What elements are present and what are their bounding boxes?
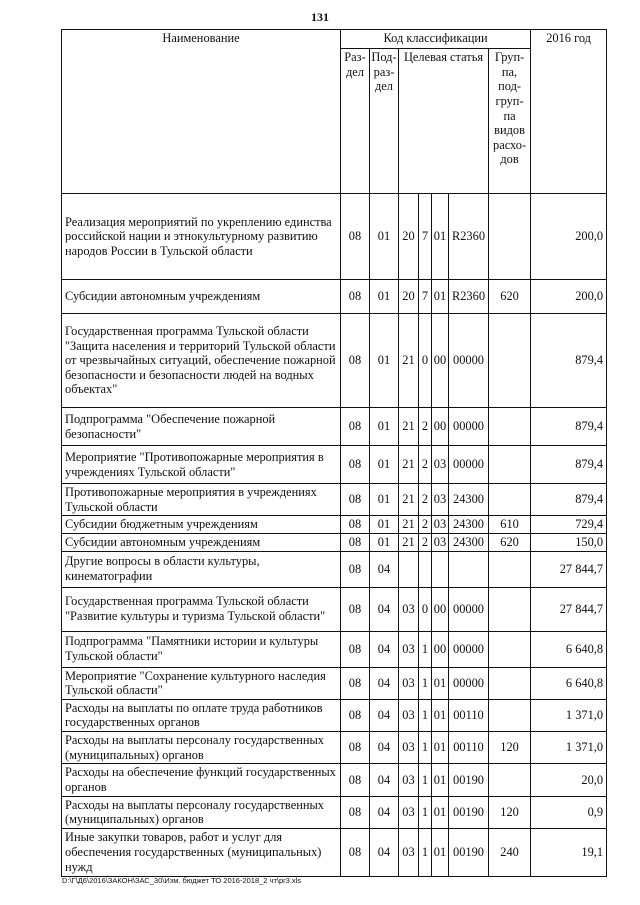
- row-target-subprogram: 0: [419, 587, 432, 631]
- row-name: Расходы на выплаты по оплате труда работников государственных органов: [62, 699, 341, 731]
- row-name: Субсидии автономным учреждениям: [62, 280, 341, 314]
- row-target-program: 03: [399, 699, 419, 731]
- row-target-program: 21: [399, 446, 419, 484]
- row-target-subprogram: 2: [419, 408, 432, 446]
- row-expense-type: [489, 551, 531, 587]
- row-target-subprogram: [419, 551, 432, 587]
- row-target-direction: 24300: [449, 516, 489, 534]
- row-subsection: 01: [370, 446, 399, 484]
- row-target-activity: 01: [432, 667, 449, 699]
- row-expense-type: [489, 484, 531, 516]
- row-section: 08: [341, 533, 370, 551]
- row-amount: 879,4: [531, 446, 607, 484]
- row-section: 08: [341, 587, 370, 631]
- row-target-program: 21: [399, 516, 419, 534]
- header-target-article: Целевая статья: [399, 49, 489, 194]
- table-row: [62, 551, 607, 587]
- row-section: 08: [341, 631, 370, 667]
- row-target-direction: 24300: [449, 533, 489, 551]
- row-subsection: 01: [370, 280, 399, 314]
- row-amount: 879,4: [531, 408, 607, 446]
- row-target-direction: 00000: [449, 446, 489, 484]
- row-target-direction: 24300: [449, 484, 489, 516]
- row-target-subprogram: 1: [419, 764, 432, 796]
- table-row: [62, 516, 607, 534]
- row-target-program: 03: [399, 764, 419, 796]
- header-section: Раз- дел: [341, 49, 370, 194]
- table-row: [62, 533, 607, 551]
- row-target-program: 20: [399, 194, 419, 280]
- row-subsection: 04: [370, 764, 399, 796]
- row-target-program: 03: [399, 587, 419, 631]
- row-subsection: 04: [370, 667, 399, 699]
- row-amount: 27 844,7: [531, 551, 607, 587]
- row-section: 08: [341, 796, 370, 828]
- row-expense-type: [489, 699, 531, 731]
- table-row: [62, 587, 607, 631]
- row-target-subprogram: 7: [419, 280, 432, 314]
- row-section: 08: [341, 828, 370, 876]
- table-row: [62, 828, 607, 876]
- row-subsection: 01: [370, 314, 399, 408]
- row-target-activity: 00: [432, 587, 449, 631]
- row-target-activity: 01: [432, 732, 449, 764]
- row-section: 08: [341, 280, 370, 314]
- row-expense-type: 610: [489, 516, 531, 534]
- row-expense-type: [489, 314, 531, 408]
- row-target-subprogram: 0: [419, 314, 432, 408]
- row-target-direction: 00000: [449, 587, 489, 631]
- row-expense-type: 620: [489, 280, 531, 314]
- row-target-program: 21: [399, 408, 419, 446]
- table-row: [62, 280, 607, 314]
- row-expense-type: [489, 446, 531, 484]
- row-subsection: 04: [370, 828, 399, 876]
- row-target-direction: 00000: [449, 667, 489, 699]
- row-name: Другие вопросы в области культуры, кинематографии: [62, 551, 341, 587]
- row-name: Подпрограмма "Памятники истории и культуры Тульской области": [62, 631, 341, 667]
- header-year: 2016 год: [531, 30, 607, 194]
- row-target-activity: 03: [432, 516, 449, 534]
- row-section: 08: [341, 194, 370, 280]
- row-amount: 879,4: [531, 484, 607, 516]
- row-subsection: 04: [370, 631, 399, 667]
- row-subsection: 04: [370, 699, 399, 731]
- row-name: Субсидии автономным учреждениям: [62, 533, 341, 551]
- row-target-activity: 01: [432, 764, 449, 796]
- page-number: 131: [311, 10, 329, 24]
- table-row: [62, 194, 607, 280]
- row-section: 08: [341, 516, 370, 534]
- row-target-subprogram: 1: [419, 796, 432, 828]
- row-section: 08: [341, 764, 370, 796]
- row-amount: 729,4: [531, 516, 607, 534]
- row-target-activity: 00: [432, 314, 449, 408]
- row-expense-type: 120: [489, 796, 531, 828]
- table-row: [62, 631, 607, 667]
- row-amount: 200,0: [531, 194, 607, 280]
- row-subsection: 01: [370, 194, 399, 280]
- row-target-direction: 00190: [449, 764, 489, 796]
- row-target-subprogram: 1: [419, 699, 432, 731]
- row-target-program: [399, 551, 419, 587]
- row-target-activity: [432, 551, 449, 587]
- row-target-activity: 01: [432, 796, 449, 828]
- row-target-subprogram: 1: [419, 631, 432, 667]
- row-subsection: 01: [370, 533, 399, 551]
- row-target-direction: R2360: [449, 280, 489, 314]
- row-target-subprogram: 7: [419, 194, 432, 280]
- row-section: 08: [341, 699, 370, 731]
- row-name: Государственная программа Тульской области "Защита населения и территорий Тульской области от чрезвычайных ситуаций, обеспечение пожарной безопасности и безопасности людей на водных объектах": [62, 314, 341, 408]
- row-name: Мероприятие "Противопожарные мероприятия в учреждениях Тульской области": [62, 446, 341, 484]
- row-name: Государственная программа Тульской области "Развитие культуры и туризма Тульской области": [62, 587, 341, 631]
- row-target-program: 03: [399, 796, 419, 828]
- row-amount: 879,4: [531, 314, 607, 408]
- row-name: Расходы на обеспечение функций государственных органов: [62, 764, 341, 796]
- header-name: Наименование: [62, 30, 341, 194]
- header-expense-group: Груп- па, под- груп- па видов расхо- дов: [489, 49, 531, 194]
- row-expense-type: [489, 764, 531, 796]
- row-name: Субсидии бюджетным учреждениям: [62, 516, 341, 534]
- table-row: [62, 699, 607, 731]
- row-name: Расходы на выплаты персоналу государственных (муниципальных) органов: [62, 796, 341, 828]
- row-target-direction: 00000: [449, 408, 489, 446]
- row-target-program: 20: [399, 280, 419, 314]
- row-subsection: 04: [370, 587, 399, 631]
- header-classification: Код классификации: [341, 30, 531, 49]
- row-target-activity: 03: [432, 446, 449, 484]
- row-target-program: 21: [399, 314, 419, 408]
- row-target-program: 03: [399, 732, 419, 764]
- table-row: [62, 446, 607, 484]
- row-subsection: 01: [370, 408, 399, 446]
- row-target-activity: 01: [432, 699, 449, 731]
- row-target-direction: 00110: [449, 732, 489, 764]
- row-target-program: 21: [399, 484, 419, 516]
- row-name: Подпрограмма "Обеспечение пожарной безопасности": [62, 408, 341, 446]
- row-expense-type: [489, 667, 531, 699]
- row-target-program: 03: [399, 667, 419, 699]
- row-target-subprogram: 1: [419, 667, 432, 699]
- table-row: [62, 314, 607, 408]
- row-amount: 6 640,8: [531, 631, 607, 667]
- table-row: [62, 796, 607, 828]
- row-target-direction: R2360: [449, 194, 489, 280]
- row-amount: 1 371,0: [531, 732, 607, 764]
- row-target-activity: 03: [432, 533, 449, 551]
- row-subsection: 04: [370, 796, 399, 828]
- file-path-footer: D:\Г\Д6\2016\ЗАКОН\ЗАС_30\Изм. бюджет ТО 2016-2018_2 чт\pr3.xls: [62, 876, 302, 885]
- row-subsection: 01: [370, 484, 399, 516]
- row-expense-type: [489, 194, 531, 280]
- row-amount: 1 371,0: [531, 699, 607, 731]
- row-expense-type: [489, 587, 531, 631]
- table-row: [62, 764, 607, 796]
- row-target-activity: 01: [432, 194, 449, 280]
- row-name: Расходы на выплаты персоналу государственных (муниципальных) органов: [62, 732, 341, 764]
- row-section: 08: [341, 667, 370, 699]
- row-target-direction: 00000: [449, 631, 489, 667]
- row-amount: 0,9: [531, 796, 607, 828]
- row-expense-type: 620: [489, 533, 531, 551]
- row-target-direction: [449, 551, 489, 587]
- row-amount: 19,1: [531, 828, 607, 876]
- row-section: 08: [341, 484, 370, 516]
- row-subsection: 01: [370, 516, 399, 534]
- row-subsection: 04: [370, 732, 399, 764]
- row-target-activity: 00: [432, 408, 449, 446]
- budget-table: [61, 29, 607, 877]
- row-section: 08: [341, 732, 370, 764]
- row-name: Реализация мероприятий по укреплению единства российской нации и этнокультурному развитию народов России в Тульской области: [62, 194, 341, 280]
- row-section: 08: [341, 408, 370, 446]
- table-row: [62, 667, 607, 699]
- row-target-program: 21: [399, 533, 419, 551]
- table-body: [62, 194, 607, 877]
- row-target-activity: 01: [432, 280, 449, 314]
- row-amount: 150,0: [531, 533, 607, 551]
- row-section: 08: [341, 551, 370, 587]
- row-target-subprogram: 2: [419, 484, 432, 516]
- row-name: Противопожарные мероприятия в учреждениях Тульской области: [62, 484, 341, 516]
- row-amount: 20,0: [531, 764, 607, 796]
- row-expense-type: 240: [489, 828, 531, 876]
- row-amount: 200,0: [531, 280, 607, 314]
- row-subsection: 04: [370, 551, 399, 587]
- table-row: [62, 732, 607, 764]
- row-name: Иные закупки товаров, работ и услуг для обеспечения государственных (муниципальных) нужд: [62, 828, 341, 876]
- row-target-program: 03: [399, 631, 419, 667]
- header-subsection: Под- раз- дел: [370, 49, 399, 194]
- table-header: [62, 30, 607, 194]
- row-target-direction: 00190: [449, 828, 489, 876]
- row-target-direction: 00190: [449, 796, 489, 828]
- row-section: 08: [341, 446, 370, 484]
- row-target-activity: 00: [432, 631, 449, 667]
- row-target-subprogram: 1: [419, 732, 432, 764]
- row-target-program: 03: [399, 828, 419, 876]
- row-expense-type: [489, 631, 531, 667]
- row-name: Мероприятие "Сохранение культурного наследия Тульской области": [62, 667, 341, 699]
- row-target-direction: 00110: [449, 699, 489, 731]
- row-expense-type: [489, 408, 531, 446]
- row-target-activity: 01: [432, 828, 449, 876]
- row-section: 08: [341, 314, 370, 408]
- row-target-subprogram: 1: [419, 828, 432, 876]
- row-target-subprogram: 2: [419, 516, 432, 534]
- table-row: [62, 484, 607, 516]
- table-row: [62, 408, 607, 446]
- row-amount: 27 844,7: [531, 587, 607, 631]
- row-target-activity: 03: [432, 484, 449, 516]
- row-target-subprogram: 2: [419, 446, 432, 484]
- row-target-direction: 00000: [449, 314, 489, 408]
- row-amount: 6 640,8: [531, 667, 607, 699]
- row-target-subprogram: 2: [419, 533, 432, 551]
- row-expense-type: 120: [489, 732, 531, 764]
